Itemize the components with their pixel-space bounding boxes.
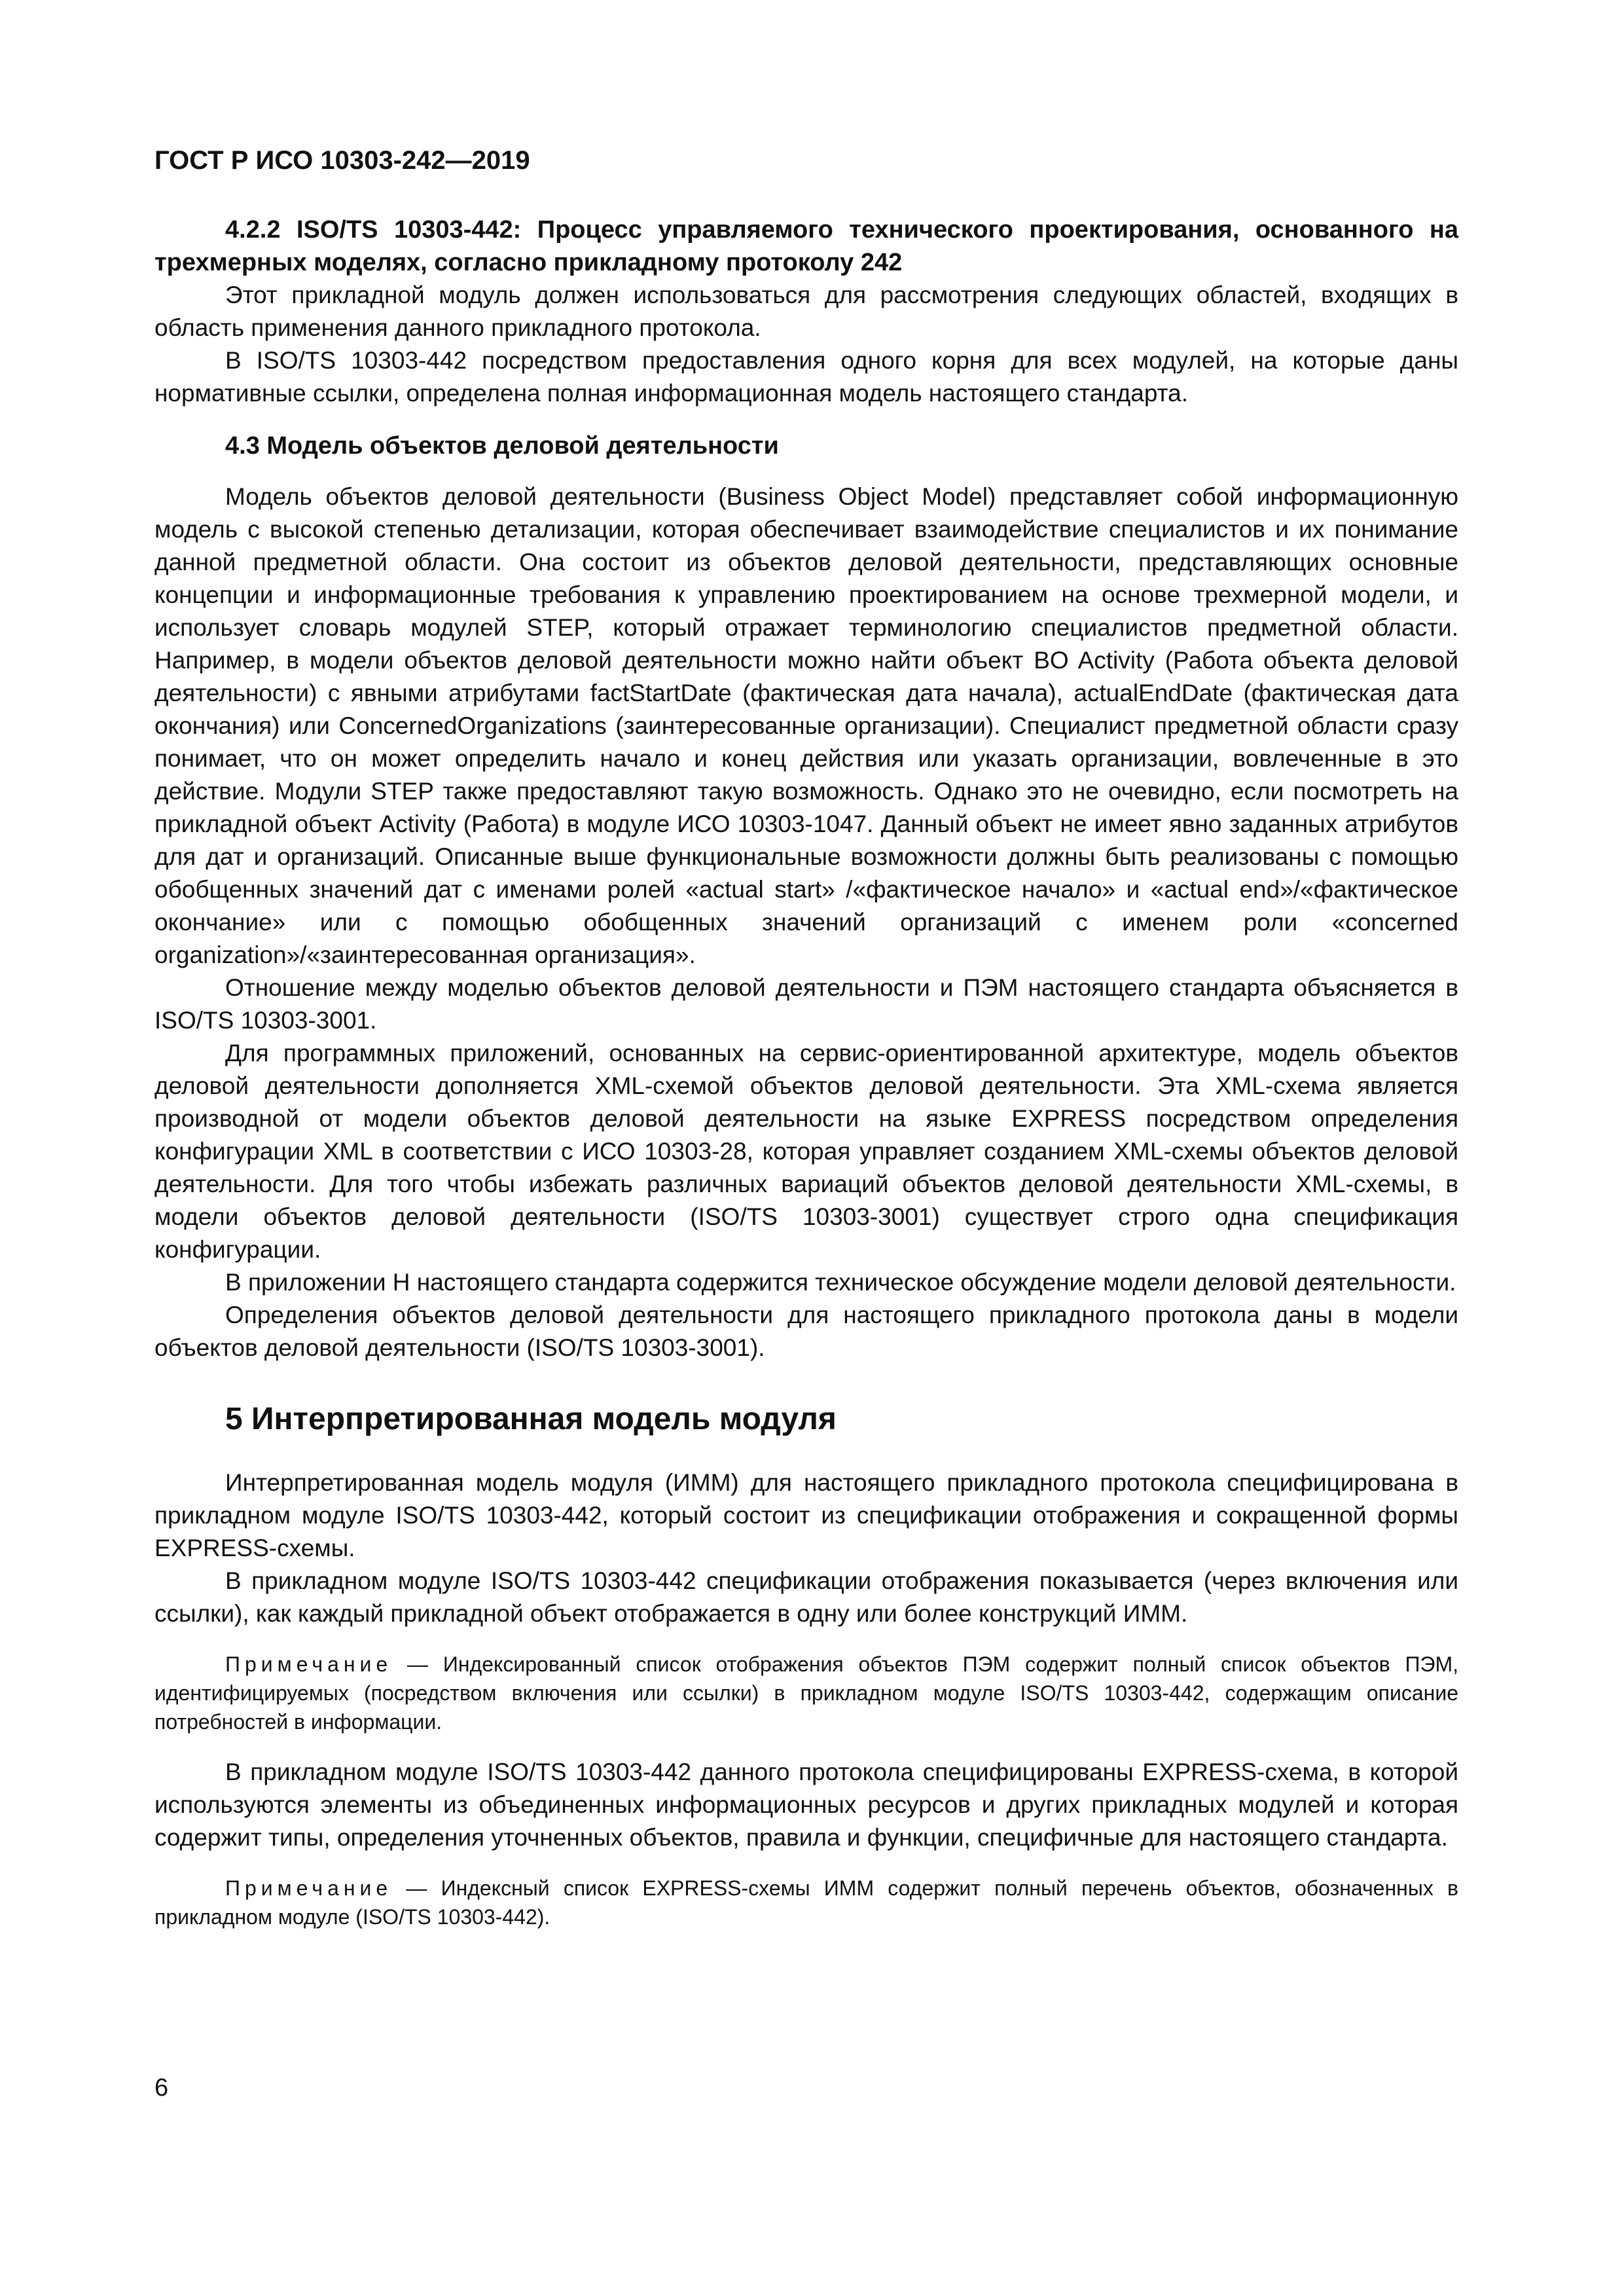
note-label: Примечание: [225, 1652, 393, 1676]
section-5-note-2: [154, 1874, 1458, 1931]
section-4-3-paragraph-3: Для программных приложений, основанных на сервис-ориентированной архитектуре, модель объектов деловой деятельности дополняется XML-схемой объектов деловой деятельности. Эта XML-схема является производной от модели объектов деловой деятельности на языке EXPRESS посредством определения конфигурации XML в соответствии с ИСО 10303-28, которая управляет созданием XML-схемы объектов деловой деятельности. Для того чтобы избежать различных вариаций объектов деловой деятельности XML-схемы, в модели объектов деловой деятельности (ISO/TS 10303-3001) существует строго одна спецификация конфигурации.: [154, 1040, 1458, 1263]
section-4-2-2-heading: 4.2.2 ISO/TS 10303-442: Процесс управляемого технического проектирования, основанного на трехмерных моделях, согласно прикладному протоколу 242: [154, 216, 1458, 276]
section-4-2-2-paragraph-1: Этот прикладной модуль должен использоваться для рассмотрения следующих областей, входящих в область применения данного прикладного протокола.: [154, 282, 1458, 341]
section-5-paragraph-3: В прикладном модуле ISO/TS 10303-442 данного протокола специфицированы EXPRESS-схема, в которой используются элементы из объединенных информационных ресурсов и других прикладных модулей и которая содержит типы, определения уточненных объектов, правила и функции, специфичные для настоящего стандарта.: [154, 1758, 1458, 1851]
section-4-3-paragraph-4: В приложении Н настоящего стандарта содержится техническое обсуждение модели деловой деятельности.: [225, 1269, 1456, 1296]
section-4-3-paragraph-5: Определения объектов деловой деятельности для настоящего прикладного протокола даны в модели объектов деловой деятельности (ISO/TS 10303-3001).: [154, 1302, 1458, 1361]
section-5-paragraph-1: Интерпретированная модель модуля (ИММ) для настоящего прикладного протокола специфицирована в прикладном модуле ISO/TS 10303-442, который состоит из спецификации отображения и сокращенной формы EXPRESS-схемы.: [154, 1469, 1458, 1561]
section-5-heading: 5 Интерпретированная модель модуля: [225, 1402, 837, 1436]
section-5-paragraph-2: В прикладном модуле ISO/TS 10303-442 спецификации отображения показывается (через включения или ссылки), как каждый прикладной объект отображается в одну или более конструкций ИММ.: [154, 1567, 1458, 1627]
document-header: ГОСТ Р ИСО 10303-242—2019: [154, 146, 530, 175]
note-label: Примечание: [225, 1876, 393, 1900]
section-4-3-heading: 4.3 Модель объектов деловой деятельности: [225, 432, 779, 460]
document-page: [154, 144, 1458, 1951]
page-number: 6: [154, 2074, 169, 2102]
section-5-note-1: [154, 1650, 1458, 1736]
section-4-3-paragraph-1: Модель объектов деловой деятельности (Business Object Model) представляет собой информационную модель с высокой степенью детализации, которая обеспечивает взаимодействие специалистов и их понимание данной предметной области. Она состоит из объектов деловой деятельности, представляющих основные концепции и информационные требования к управлению проектированием на основе трехмерной модели, и использует словарь модулей STEP, который отражает терминологию специалистов предметной области. Например, в модели объектов деловой деятельности можно найти объект BO Activity (Работа объекта деловой деятельности) с явными атрибутами factStartDate (фактическая дата начала), actualEndDate (фактическая дата окончания) или ConcernedOrganizations (заинтересованные организации). Специалист предметной области сразу понимает, что он может определить начало и конец действия или указать организации, вовлеченные в это действие. Модули STEP также предоставляют такую возможность. Однако это не очевидно, если посмотреть на прикладной объект Activity (Работа) в модуле ИСО 10303-1047. Данный объект не имеет явно заданных атрибутов для дат и организаций. Описанные выше функциональные возможности должны быть реализованы с помощью обобщенных значений дат с именами ролей «actual start» /«фактическое начало» и «actual end»/«фактическое окончание» или с помощью обобщенных значений организаций с именем роли «concerned organization»/«заинтересованная организация».: [154, 483, 1458, 968]
note-text: — Индексный список EXPRESS-схемы ИММ содержит полный перечень объектов, обозначенных в прикладном модуле (ISO/TS 10303-442).: [154, 1876, 1458, 1929]
section-4-2-2-paragraph-2: В ISO/TS 10303-442 посредством предоставления одного корня для всех модулей, на которые даны нормативные ссылки, определена полная информационная модель настоящего стандарта.: [154, 347, 1458, 407]
section-4-3-paragraph-2: Отношение между моделью объектов деловой деятельности и ПЭМ настоящего стандарта объясняется в ISO/TS 10303-3001.: [154, 974, 1458, 1034]
note-text: — Индексированный список отображения объектов ПЭМ содержит полный список объектов ПЭМ, идентифицируемых (посредством включения или ссылки) в прикладном модуле ISO/TS 10303-442, содержащим описание потребностей в информации.: [154, 1652, 1458, 1734]
